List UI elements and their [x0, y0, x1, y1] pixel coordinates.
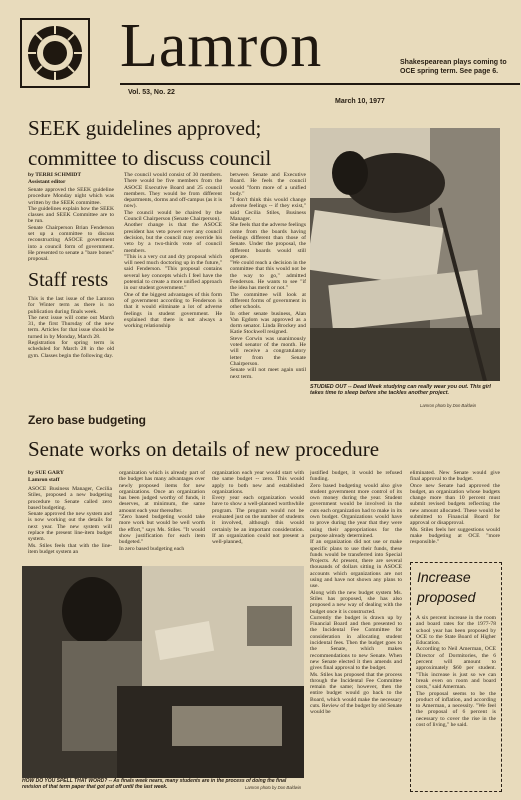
story2-kicker: Zero base budgeting: [28, 413, 147, 427]
promo-text: Shakespearean plays coming to OCE spring term. See page 6.: [400, 59, 507, 75]
story1-byline-role: Assistant editor: [28, 179, 66, 185]
volume-number: Vol. 53, No. 22: [128, 89, 175, 96]
story2-column-5: eliminated. New Senate would give final approval to the budget. Once new Senate had approved the budget, an organization whose budgets change more than 10 percent must submit revised budgets reflecting the new amount allocated. These would be submitted to Financial Board for approval or disapproval. Ms. Stiles feels her suggestions would make budgeting at OCE "more responsible.": [410, 470, 500, 546]
issue-date: March 10, 1977: [335, 98, 385, 105]
staff-rests-headline: Staff rests: [28, 269, 109, 291]
photo1-credit: Lamron photo by Don Baldwin: [420, 403, 477, 408]
photo1-caption: STUDIED OUT -- Dead Week studying can really wear you out. This girl takes time to sleep before she tackles another project.: [310, 384, 491, 397]
story1-column-2: The council would consist of 30 members. There would be five members from the ASOCE Executive Board and 25 council members. They would be from different departments, dorms and off-campus (as it is now). The council would be chaired by the Council Chairperson (Senate Chairperson). Another change is that the ASOCE president has veto power over any council decision, but the council may override his veto by a two-thirds vote of council members. "This is a very cut and dry proposal which will need much doctoring up in the future," said Fenderson. "This proposal contains several key concepts which I feel have the potential to create a more unified approach in our student government." One of the biggest advantages of this form of government according to Fenderson is that it would eliminate a lot of adverse feelings in student government. He explained that there is not always a working relationship: [124, 172, 222, 330]
story2-byline-role: Lamron staff: [28, 477, 60, 483]
photo2-credit: Lamron photo by Don Baldwin: [245, 785, 302, 790]
increase-body: A six percent increase in the room and board rates for the 1977-78 school year has been proposed by OCE to the State Board of Higher Education. According to Neil Amerman, OCE Director of Dormitories, the 6 percent will amount to approximately $60 per student. "This increase is just so we can break even on room and board costs," said Amerman. The proposal seems to be the product of inflation, and according to Amerman, a necessity. "We feel the proposal of 6 percent is necessary to cover the rise in the cost of living," he said.: [416, 615, 496, 729]
story1-column-3: between Senate and Executive Board. He feels the council would "form more of a unified body." "I don't think this would change adverse feelings -- if they exist," said Cecilia Stiles, Business Manager. She feels that the adverse feelings come from the boards having feelings different than those of Senate. Under the proposal, the different boards would still operate. "We could reach a decision in the committee that this would not be the way to go," admitted Fenderson. He wants to see "if the idea has merit or not." The committee will look at different forms of government in other schools. In other senate business, Alan Van Egdom was approved as a dorm senator. Linda Brockey and Katie Stockwell resigned. Steve Corwin was unanimously voted senator of the month. He will receive a congratulatory letter from the Senate Chairperson. Senate will not meet again until next term.: [230, 172, 306, 380]
increase-headline-line2: proposed: [417, 589, 476, 605]
photo2-caption: HOW DO YOU SPELL THAT WORD? -- As finals week nears, many students are in the process of doing the final revision of that term paper that got put off until the last week.: [22, 778, 287, 790]
increase-headline-line1: Increase: [417, 569, 471, 585]
story2-column-4: justified budget, it would be refused funding. Zero based budgeting would also give student government more control of its own money during the year. Student government would be involved in the cuts each organization had to make in its own budget. Organizations would have to prove during the year that they were using their appropriations for the purpose already determined. If an organization did not use or make specific plans to use their funds, these funds would be transferred into Special Projects. At present, there are several thousands of dollars sitting in ASOCE accounts which organizations are not using and have not shown any plans to use. Along with the new budget system Ms. Stiles has proposed, she has also proposed a new way of dealing with the budget once it is constructed. Currently the budget is drawn up by Financial Board and then presented to the Incidental Fee Committee for consideration in allocating student incidental fees. Then the budget goes to the Senate, which makes recommendations to new Senate. When new Senate elected it then amends and gives final approval to the budget. Ms. Stiles has proposed that the process through the Incidental Fee Committee remain the same; however, then the entire budget would go back to the Board, which would make the necessary cuts. Review of the budget by old Senate would be: [310, 470, 402, 716]
increase-box: [410, 562, 502, 792]
staff-rests-body: This is the last issue of the Lamron for Winter term as there is no publication during finals week. The next issue will come out March 31, the first Thursday of the new term. Articles for that issue should be turned in by Monday, March 28. Registration for spring term is scheduled for March 28 in the old gym. Classes begin the following day.: [28, 296, 114, 359]
story1-headline-line1: SEEK guidelines approved;: [28, 116, 262, 140]
story2-column-2: organization which is already part of the budget has many advantages over newly proposed items for new organizations. Once an organization has been judged worthy of funds, it deserves, at minimum, the same amount each year thereafter. "Zero based budgeting would take more work but would be well worth the effort," says Ms. Stiles. "It would show justification for each item budgeted." In zero based budgeting each: [119, 470, 205, 552]
story1-byline: by TERRI SCHMIDT: [28, 172, 82, 178]
story1-headline-line2: committee to discuss council: [28, 146, 272, 170]
story2-byline: by SUE GARY: [28, 470, 64, 476]
story2-column-1: ASOCE Business Manager, Cecilia Stiles, proposed a new budgeting procedure to Senate called zero based budgeting. Senate approved the new system and is now working out the details for next year. The new system will replace the present line-item budget system. Ms. Stiles feels that with the line-item budget system an: [28, 486, 112, 555]
masthead-rule: [120, 83, 520, 85]
photo-studied-out: [310, 128, 500, 381]
masthead-title: Lamron: [120, 12, 323, 80]
story2-column-3: organization each year would start with the same budget -- zero. This would apply to both new and established organizations. Every year each organization would have to show a well-planned worthwhile program. The program would not be evaluated just on the number of students it involved, although this would certainly be an important consideration. If an organization could not present a well-planned,: [212, 470, 304, 546]
photo-term-paper: [22, 566, 304, 778]
story1-column-1: Senate approved the SEEK guideline procedure Monday night which was written by the SEEK committee. The guidelines explain how the SEEK classes and SEEK Committee are to be run. Senate Chairperson Brian Fenderson set up a committee to discuss reconstructing ASOCE government into a council form of government. He presented to senate a "bare bones" proposal.: [28, 187, 114, 262]
logo-seal: [20, 18, 90, 88]
story2-headline: Senate works on details of new procedure: [28, 437, 380, 461]
